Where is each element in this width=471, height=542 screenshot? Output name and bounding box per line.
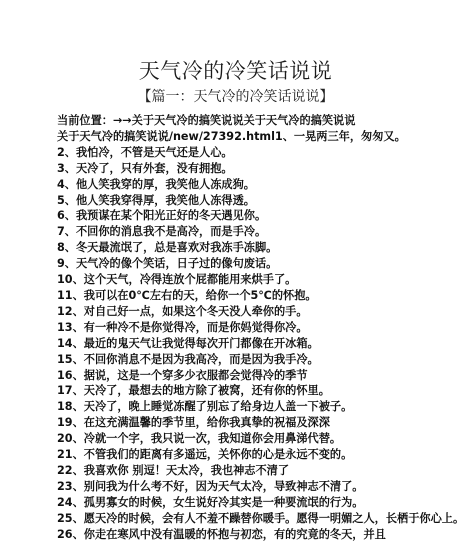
list-item: 6、我预谋在某个阳光正好的冬天遇见你。: [57, 209, 267, 223]
page-subtitle: 【篇一：天气冷的冷笑话说说】: [137, 89, 334, 105]
list-item: 21、不管我们的距离有多遥远，关怀你的心是永远不变的。: [57, 448, 353, 462]
list-item: 12、对自己好一点，如果这个冬天没人牵你的手。: [57, 304, 308, 318]
location-line-2: 关于天气冷的搞笑说说/new/27392.html1、一晃两三年，匆匆又。: [57, 129, 406, 143]
list-item: 7、不回你的消息我不是高冷，而是手冷。: [57, 225, 267, 239]
list-item: 14、最近的鬼天气让我觉得每次开门都像在开冰箱。: [57, 336, 319, 350]
list-item: 8、冬天最流氓了，总是喜欢对我冻手冻脚。: [57, 241, 278, 255]
list-item: 2、我怕冷，不管是天气还是人心。: [57, 145, 233, 159]
list-item: 13、有一种冷不是你觉得冷，而是你妈觉得你冷。: [57, 320, 308, 334]
list-item: 26、你走在寒风中没有温暖的怀抱与初恋，有的究竟的冬天，并且: [57, 527, 386, 541]
list-item: 17、天冷了，最想去的地方除了被窝，还有你的怀里。: [57, 384, 330, 398]
list-item: 22、我喜欢你 别逗！天太冷，我也神志不清了: [57, 463, 290, 477]
article-body: [57, 113, 467, 542]
list-item: 3、天冷了，只有外套，没有拥抱。: [57, 161, 233, 175]
list-item: 19、在这充满温馨的季节里，给你我真挚的祝福及深深: [57, 416, 330, 430]
list-item: 18、天冷了，晚上睡觉冻醒了别忘了给身边人盖一下被子。: [57, 400, 353, 414]
list-item: 4、他人笑我穿的厚，我笑他人冻成狗。: [57, 177, 255, 191]
list-item: 25、愿天冷的时候，会有人不羞不躁替你暖手。愿得一明媚之人，长栖于你心上。: [57, 511, 465, 525]
list-item: 20、冷就一个字，我只说一次，我知道你会用鼻涕代替。: [57, 432, 342, 446]
list-item: 9、天气冷的像个笑话，日子过的像句废话。: [57, 257, 278, 271]
list-item: 24、孤男寡女的时候，女生说好冷其实是一种要流氓的行为。: [57, 495, 364, 509]
list-item: 16、据说，这是一个穿多少衣服都会觉得冷的季节: [57, 368, 308, 382]
list-item: 5、他人笑我穿得厚，我笑他人冻得透。: [57, 193, 255, 207]
location-line-1: 当前位置：→→关于天气冷的搞笑说说关于天气冷的搞笑说说: [57, 114, 356, 127]
list-item: 23、别问我为什么考不好，因为天气太冷，导致神志不清了。: [57, 479, 364, 493]
list-item: 10、这个天气，冷得连放个屁都能用来烘手了。: [57, 273, 297, 287]
page-title: 天气冷的冷笑话说说: [138, 59, 333, 83]
list-item: 11、我可以在0℃左右的天，给你一个5℃的怀抱。: [57, 288, 317, 302]
list-item: 15、不回你消息不是因为我高冷，而是因为我手冷。: [57, 352, 319, 366]
